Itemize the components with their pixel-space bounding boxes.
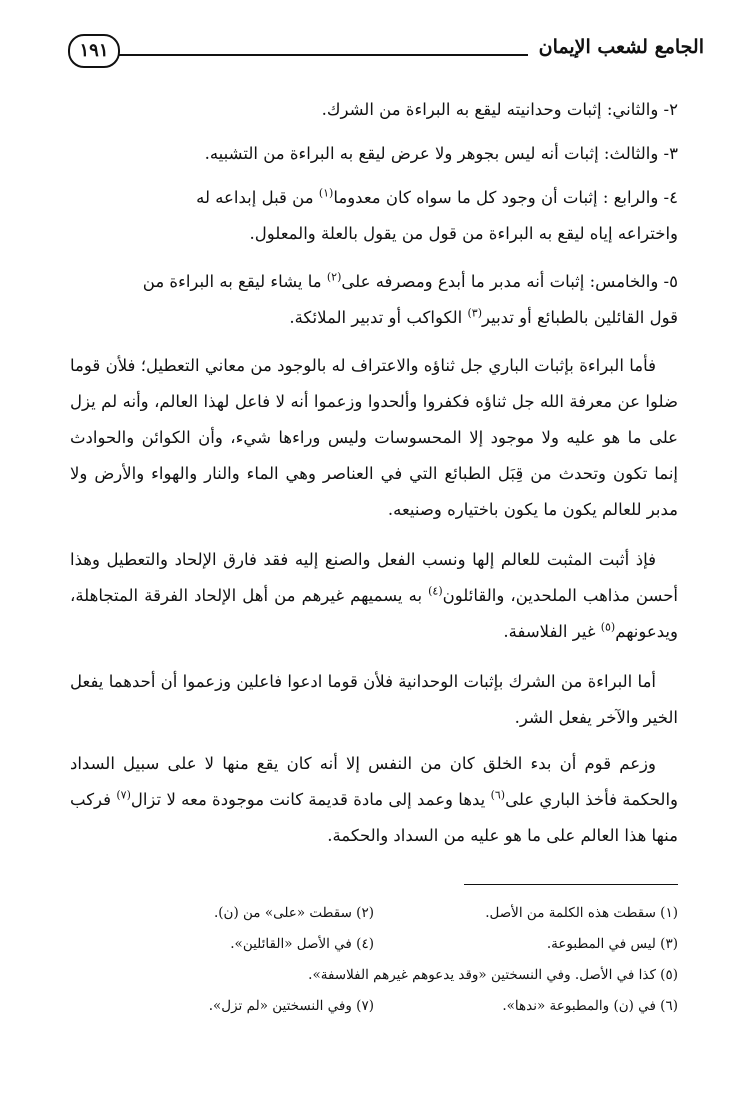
text-line: واختراعه إياه ليقع به البراءة من قول من يقول بالعلة والمعلول. [249,224,678,243]
text-line: تزال [130,790,162,809]
text-line: ٤- والرابع : إثبات أن وجود كل ما سواه كان معدوما [333,188,678,207]
text-line: من قبل إبداعه له [196,188,319,207]
list-item-4 [70,180,678,252]
text-line: الكواكب أو تدبير الملائكة. [289,308,468,327]
footnote-row [70,898,678,929]
text-line: وهذا أحسن مذاهب الملحدين، والقائلون [70,550,679,605]
footnote-row [70,991,678,1022]
running-header [68,32,704,72]
list-item-5 [70,264,678,336]
text-line: ما يشاء ليقع به البراءة من [142,272,327,291]
footnotes [70,898,678,1022]
footnote-separator [464,884,678,885]
footnote-ref-2[interactable]: (٢) [326,270,342,284]
text-line: فإذ أثبت المثبت للعالم إلها ونسب الفعل والصنع إليه فقد فارق الإلحاد والتعطيل [106,550,656,569]
text-line: ٥- والخامس: إثبات أنه مدبر ما أبدع ومصرفه على [341,272,678,291]
page-number: ١٩١ [68,34,120,68]
text-line: العالم، وأنه لم يزل على ما هو عليه ولا موجود إلا المحسوسات وليس وراءها شيء، [70,392,679,447]
footnote-4: (٤) في الأصل «القائلين». [230,936,374,952]
header-rule [118,54,528,56]
footnote-ref-4[interactable]: (٤) [428,584,443,598]
text-line: فأما البراءة بإثبات الباري جل ثناؤه والاعتراف له بالوجود من معاني التعطيل؛ [140,356,656,375]
footnote-ref-1[interactable]: (١) [318,186,334,200]
paragraph-affirmation [70,542,678,650]
text-line: وزعم قوم أن بدء الخلق كان من النفس إلا أنه كان يقع منها لا على سبيل السداد [70,754,656,773]
footnote-7: (٧) وفي النسختين «لم تزل». [208,998,374,1014]
footnote-ref-5[interactable]: (٥) [600,620,616,634]
footnote-6: (٦) في (ن) والمطبوعة «ندها». [502,998,678,1014]
main-text [70,92,678,868]
text-line: والحكمة فأخذ الباري على [505,790,678,809]
text-line: والنار والهواء والأرض ولا مدبر للعالم يكون ما يكون باختياره وصنيعه. [70,464,678,519]
footnote-row [70,929,678,960]
paragraph-oneness [70,664,678,736]
footnote-5: (٥) كذا في الأصل. وفي النسختين «وقد يدعوهم غيرهم الفلاسفة». [308,967,678,983]
book-title: الجامع لشعب الإيمان [538,36,704,58]
footnote-1: (١) سقطت هذه الكلمة من الأصل. [485,905,678,921]
paragraph-creation [70,746,678,854]
text-line: ٣- والثالث: إثبات أنه ليس بجوهر ولا عرض ليقع به البراءة من التشبيه. [204,144,678,163]
list-item-3 [70,136,678,172]
footnote-3: (٣) ليس في المطبوعة. [546,936,678,952]
text-line: الفرقة المتجاهلة، ويدعونهم [70,586,678,641]
paragraph-negation [70,348,678,528]
text-line: به يسميهم غيرهم من أهل الإلحاد [194,586,429,605]
footnote-ref-7[interactable]: (٧) [116,788,131,802]
footnote-row [70,960,678,991]
text-line: يفعل الخير والآخر يفعل الشر. [70,672,678,727]
text-line: ٢- والثاني: إثبات وحدانيته ليقع به البراءة من الشرك. [321,100,678,119]
footnote-ref-6[interactable]: (٦) [490,788,506,802]
footnote-2: (٢) سقطت «على» من (ن). [214,905,374,921]
text-line: يدها وعمد إلى مادة قديمة كانت موجودة معه لا [166,790,491,809]
text-line: فركب منها هذا العالم على ما هو عليه من السداد والحكمة. [70,790,678,845]
text-line: أما البراءة من الشرك بإثبات الوحدانية فلأن قوما ادعوا فاعلين وزعموا أن أحدهما [108,672,656,691]
text-line: قول القائلين بالطبائع أو تدبير [481,308,678,327]
list-item-2 [70,92,678,128]
text-line: فلأن قوما ضلوا عن معرفة الله جل ثناؤه فكفروا وألحدوا وزعموا أنه لا فاعل لهذا [70,356,678,411]
text-line: غير الفلاسفة. [503,622,601,641]
text-line: وأن الكوائن والحوادث إنما تكون وتحدث من قِبَل الطبائع التي في العناصر وهي الماء [70,428,678,483]
footnote-ref-3[interactable]: (٣) [467,306,482,320]
